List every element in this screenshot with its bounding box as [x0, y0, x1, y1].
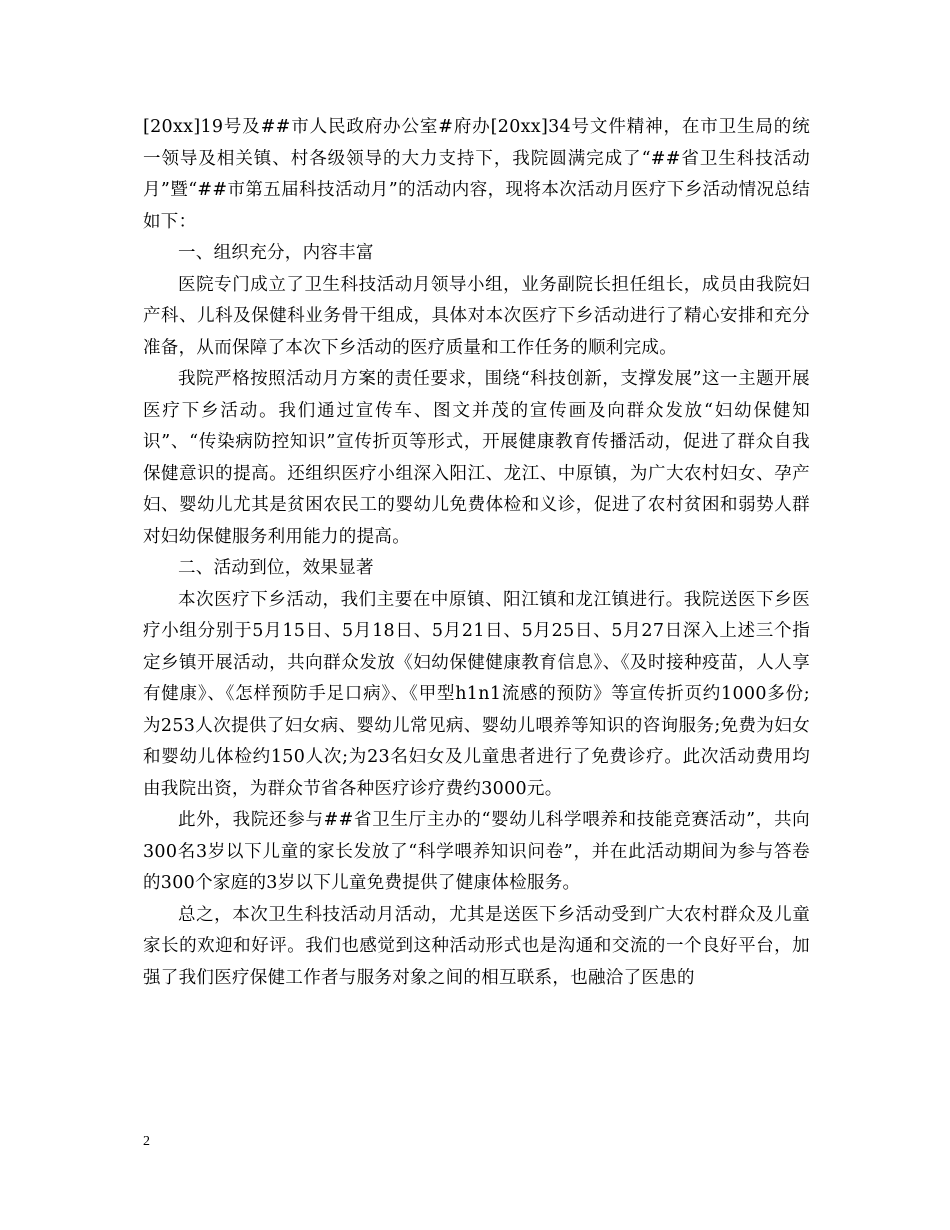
paragraph-feeding-contest: 此外，我院还参与##省卫生厅主办的“婴幼儿科学喂养和技能竞赛活动”，共向300名3岁以下儿童的家长发放了“科学喂养知识问卷”，并在此活动期间为参与答卷的300个家庭的3岁以下儿童免费提供了健康体检服务。 [143, 810, 810, 893]
section-heading-organization: 一、组织充分，内容丰富 [178, 243, 374, 263]
section-heading-results: 二、活动到位，效果显著 [178, 558, 374, 578]
page-number: 2 [143, 1134, 150, 1149]
paragraph-activity-details: 本次医疗下乡活动，我们主要在中原镇、阳江镇和龙江镇进行。我院送医下乡医疗小组分别于5月15日、5月18日、5月21日、5月25日、5月27日深入上述三个指定乡镇开展活动，共向群众发放《妇幼保健健康教育信息》、《及时接种疫苗，人人享有健康》、《怎样预防手足口病》、《甲型h1n1流感的预防》等宣传折页约1000多份;为253人次提供了妇女病、婴幼儿常见病、婴幼儿喂养等知识的咨询服务;免费为妇女和婴幼儿体检约150人次;为23名妇女及儿童患者进行了免费诊疗。此次活动费用均由我院出资，为群众节省各种医疗诊疗费约3000元。 [143, 589, 810, 799]
paragraph-summary: 总之，本次卫生科技活动月活动，尤其是送医下乡活动受到广大农村群众及儿童家长的欢迎和好评。我们也感觉到这种活动形式也是沟通和交流的一个良好平台，加强了我们医疗保健工作者与服务对象之间的相互联系，也融洽了医患的 [143, 904, 810, 988]
document-body [143, 112, 810, 994]
paragraph-intro: [20xx]19号及##市人民政府办公室#府办[20xx]34号文件精神，在市卫生局的统一领导及相关镇、村各级领导的大力支持下，我院圆满完成了“##省卫生科技活动月”暨“##市第五届科技活动月”的活动内容，现将本次活动月医疗下乡活动情况总结如下： [143, 117, 810, 232]
paragraph-leadership-group: 医院专门成立了卫生科技活动月领导小组，业务副院长担任组长，成员由我院妇产科、儿科及保健科业务骨干组成，具体对本次医疗下乡活动进行了精心安排和充分准备，从而保障了本次下乡活动的医疗质量和工作任务的顺利完成。 [143, 274, 810, 358]
paragraph-health-education: 我院严格按照活动月方案的责任要求，围绕“科技创新，支撑发展”这一主题开展医疗下乡活动。我们通过宣传车、图文并茂的宣传画及向群众发放“妇幼保健知识”、“传染病防控知识”宣传折页等形式，开展健康教育传播活动，促进了群众自我保健意识的提高。还组织医疗小组深入阳江、龙江、中原镇，为广大农村妇女、孕产妇、婴幼儿尤其是贫困农民工的婴幼儿免费体检和义诊，促进了农村贫困和弱势人群对妇幼保健服务利用能力的提高。 [143, 369, 810, 547]
